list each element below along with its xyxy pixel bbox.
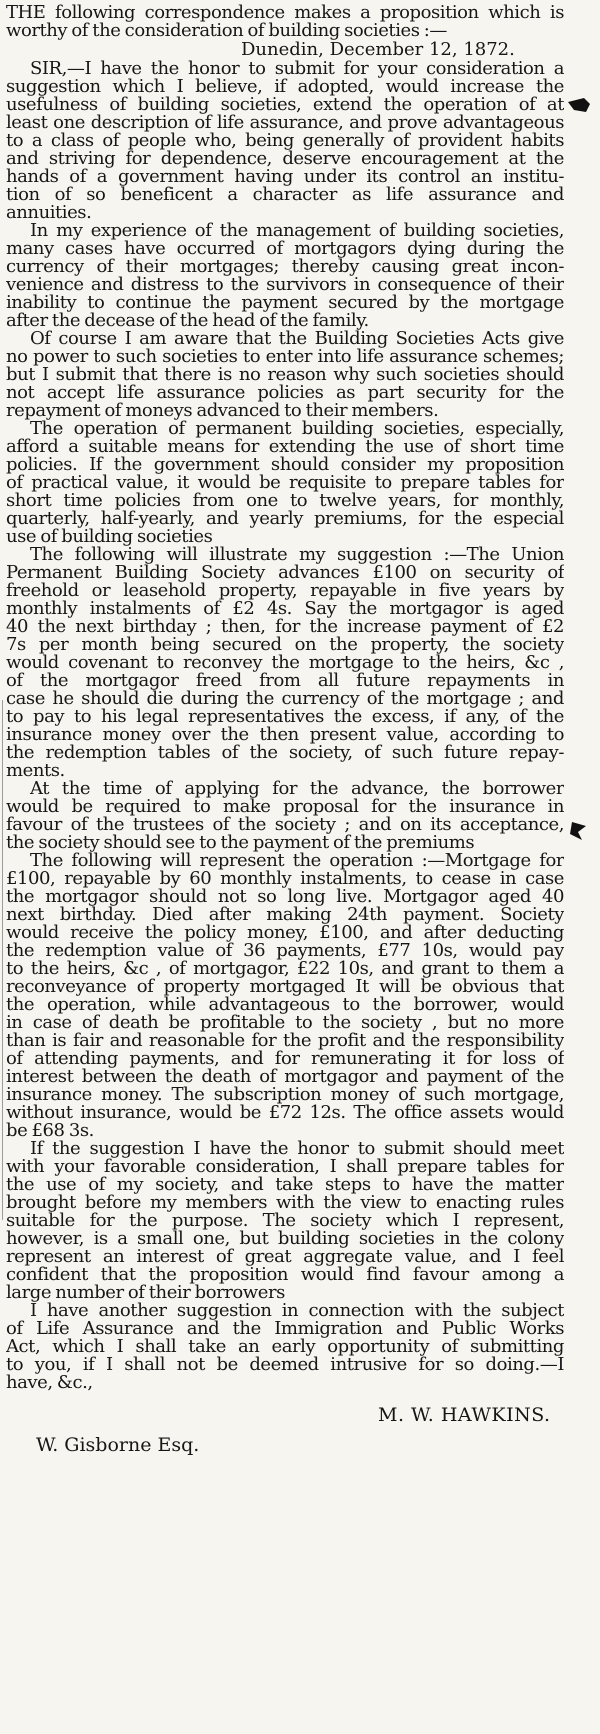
text-line: venience and distress to the survivors in consequence of their	[6, 276, 564, 294]
text-line: to pay to his legal representatives the excess, if any, of the	[6, 708, 564, 726]
text-line: of the mortgagor freed from all future repayments in	[6, 672, 564, 690]
text-line: favour of the trustees of the society ; and on its acceptance,	[6, 816, 564, 834]
text-line: In my experience of the management of building societies,	[30, 222, 564, 240]
text-line: would receive the policy money, £100, and after deducting	[6, 924, 564, 942]
text-line: ments.	[6, 762, 65, 780]
text-line: tion of so beneficent a character as life assurance and	[6, 186, 564, 204]
text-line: to you, if I shall not be deemed intrusive for so doing.—I	[6, 1356, 564, 1374]
paragraph-p8	[6, 1140, 564, 1302]
text-line: of practical value, it would be requisite to prepare tables for	[6, 474, 564, 492]
text-line: annuities.	[6, 204, 92, 222]
text-line: least one description of life assurance, and prove advantageous	[6, 114, 564, 132]
text-line: have, &c.,	[6, 1374, 93, 1392]
text-line: in case of death be profitable to the society , but no more	[6, 1014, 564, 1032]
text-line: reconveyance of property mortgaged It will be obvious that	[6, 978, 564, 996]
text-line: large number of their borrowers	[6, 1284, 285, 1302]
dateline: Dunedin, December 12, 1872.	[241, 39, 515, 60]
ink-mark-icon	[566, 94, 592, 116]
text-line: no power to such societies to enter into life assurance schemes;	[6, 348, 564, 366]
intro	[6, 4, 564, 60]
text-line: brought before my members with the view to enacting rules	[6, 1194, 564, 1212]
text-line: next birthday. Died after making 24th payment. Society	[6, 906, 564, 924]
text-line: to a class of people who, being generally of provident habits	[6, 132, 564, 150]
text-line: with your favorable consideration, I shall prepare tables for	[6, 1158, 564, 1176]
text-line: the redemption tables of the society, of such future repay-	[6, 744, 564, 762]
text-line: If the suggestion I have the honor to submit should meet	[30, 1140, 564, 1158]
text-line: however, is a small one, but building societies in the colony	[6, 1230, 564, 1248]
text-line: case he should die during the currency of the mortgage ; and	[6, 690, 564, 708]
text-line: 40 the next birthday ; then, for the increase payment of £2	[6, 618, 564, 636]
text-line: At the time of applying for the advance, the borrower	[30, 780, 564, 798]
paragraph-p6	[6, 780, 564, 852]
text-line: the use of my society, and take steps to have the matter	[6, 1176, 564, 1194]
text-line: The operation of permanent building societies, especially,	[30, 420, 564, 438]
paragraph-p3	[6, 330, 564, 420]
text-line: without insurance, would be £72 12s. The office assets would	[6, 1104, 564, 1122]
text-line: freehold or leasehold property, repayable in five years by	[6, 582, 564, 600]
text-line: suitable for the purpose. The society which I represent,	[6, 1212, 564, 1230]
text-line: afford a suitable means for extending the use of short time	[6, 438, 564, 456]
text-line: £100, repayable by 60 monthly instalments, to cease in case	[6, 870, 564, 888]
text-line: Act, which I shall take an early opportunity of submitting	[6, 1338, 564, 1356]
letter-body	[6, 60, 564, 1392]
text-line: would be required to make proposal for the insurance in	[6, 798, 564, 816]
text-line: short time policies from one to twelve years, for monthly,	[6, 492, 564, 510]
text-line: insurance money. The subscription money of such mortgage,	[6, 1086, 564, 1104]
text-line: the mortgagor should not so long live. Mortgagor aged 40	[6, 888, 564, 906]
text-line: inability to continue the payment secured by the mortgage	[6, 294, 564, 312]
paragraph-p4	[6, 420, 564, 546]
text-line: be £68 3s.	[6, 1122, 94, 1140]
text-line: interest between the death of mortgagor and payment of the	[6, 1068, 564, 1086]
paragraph-p2	[6, 222, 564, 330]
paragraph-p5	[6, 546, 564, 780]
text-line: of attending payments, and for remunerating it for loss of	[6, 1050, 564, 1068]
text-line: policies. If the government should consider my proposition	[6, 456, 564, 474]
text-line: the society should see to the payment of the premiums	[6, 834, 475, 852]
text-line: hands of a government having under its control an institu-	[6, 168, 564, 186]
text-line: usefulness of building societies, extend the operation of at	[6, 96, 564, 114]
text-line: the operation, while advantageous to the borrower, would	[6, 996, 564, 1014]
text-line: to the heirs, &c , of mortgagor, £22 10s, and grant to them a	[6, 960, 564, 978]
text-line: The following will illustrate my suggestion :—The Union	[30, 546, 564, 564]
text-line: of Life Assurance and the Immigration and Public Works	[6, 1320, 564, 1338]
ink-mark-icon	[566, 820, 592, 842]
text-line: but I submit that there is no reason why such societies should	[6, 366, 564, 384]
paragraph-p1	[6, 60, 564, 222]
text-line: suggestion which I believe, if adopted, would increase the	[6, 78, 564, 96]
text-line: and striving for dependence, deserve encouragement at the	[6, 150, 564, 168]
text-line: represent an interest of great aggregate value, and I feel	[6, 1248, 564, 1266]
text-line: Permanent Building Society advances £100 on security of	[6, 564, 564, 582]
text-line: SIR,—I have the honor to submit for your consideration a	[30, 60, 564, 78]
text-line: the redemption value of 36 payments, £77 10s, would pay	[6, 942, 564, 960]
text-line: monthly instalments of £2 4s. Say the mortgagor is aged	[6, 600, 564, 618]
paragraph-p7	[6, 852, 564, 1140]
text-line: quarterly, half-yearly, and yearly premiums, for the especial	[6, 510, 564, 528]
addressee: W. Gisborne Esq.	[36, 1434, 200, 1456]
text-line: many cases have occurred of mortgagors dying during the	[6, 240, 564, 258]
text-line: The following will represent the operation :—Mortgage for	[30, 852, 564, 870]
text-line: confident that the proposition would find favour among a	[6, 1266, 564, 1284]
text-line: Of course I am aware that the Building Societies Acts give	[30, 330, 564, 348]
text-line: I have another suggestion in connection with the subject	[30, 1302, 564, 1320]
text-line: repayment of moneys advanced to their members.	[6, 402, 439, 420]
signature: M. W. HAWKINS.	[378, 1404, 551, 1426]
text-line: insurance money over the then present value, according to	[6, 726, 564, 744]
intro-line: THE following correspondence makes a proposition which is	[6, 4, 564, 22]
text-line: use of building societies	[6, 528, 213, 546]
text-line: 7s per month being secured on the property, the society	[6, 636, 564, 654]
text-line: than is fair and reasonable for the profit and the responsibility	[6, 1032, 564, 1050]
column-rule	[2, 700, 3, 1220]
text-line: would covenant to reconvey the mortgage to the heirs, &c ,	[6, 654, 564, 672]
text-line: currency of their mortgages; thereby causing great incon-	[6, 258, 564, 276]
text-line: not accept life assurance policies as part security for the	[6, 384, 564, 402]
paragraph-p9	[6, 1302, 564, 1392]
text-line: after the decease of the head of the family.	[6, 312, 369, 330]
intro-line: worthy of the consideration of building societies :—	[6, 22, 447, 40]
